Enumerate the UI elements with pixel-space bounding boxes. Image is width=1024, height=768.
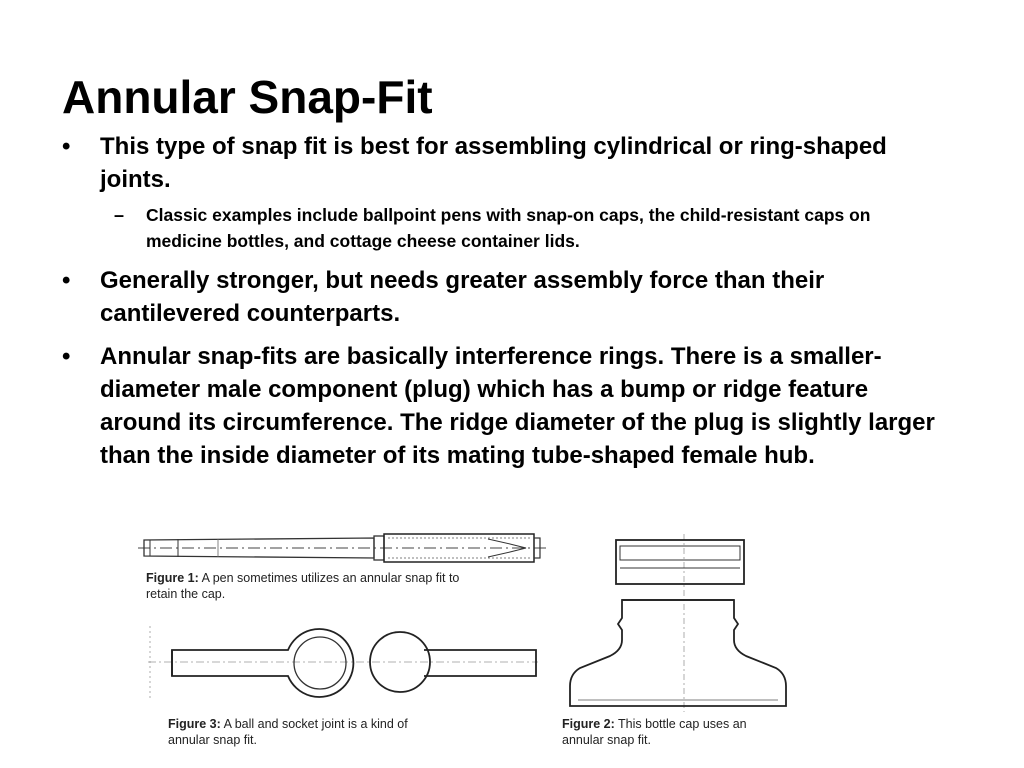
bullet-2-text: Generally stronger, but needs greater assembly force than their cantilevered counterparts. — [100, 267, 825, 327]
bullet-marker: • — [62, 267, 71, 294]
sub-bullet-1-text: Classic examples include ballpoint pens with snap-on caps, the child-resistant caps on medicine bottles, and cottage cheese container lids. — [146, 205, 871, 251]
figure-2-bottle-cap — [560, 530, 796, 752]
figure-3-caption-line1: A ball and socket joint is a kind of — [223, 717, 408, 731]
figure-1-caption-line1: A pen sometimes utilizes an annular snap fit to — [201, 571, 460, 585]
figure-2-caption — [562, 716, 747, 748]
figure-3-label: Figure 3: — [168, 717, 221, 731]
bullet-3-text: Annular snap-fits are basically interference rings. There is a smaller-diameter male component (plug) which has a bump or ridge feature around its circumference. The ridge diameter of the plug is slightly larger than the inside diameter of its mating tube-shaped female hub. — [100, 343, 935, 469]
bullet-marker: • — [62, 133, 71, 160]
figure-2-caption-line1: This bottle cap uses an — [618, 717, 747, 731]
sub-bullet-marker: – — [114, 205, 125, 225]
figure-1-caption-line2: retain the cap. — [146, 587, 226, 601]
figure-3-ball-socket — [138, 620, 550, 750]
figure-3-caption — [168, 716, 408, 748]
slide-title: Annular Snap-Fit — [62, 71, 433, 123]
bullet-1-text: This type of snap fit is best for assembling cylindrical or ring-shaped joints. — [100, 133, 887, 193]
figure-2-label: Figure 2: — [562, 717, 615, 731]
figure-2-caption-line2: annular snap fit. — [562, 733, 651, 747]
bullet-marker: • — [62, 343, 71, 370]
figure-1-pen — [138, 530, 550, 602]
figure-3-caption-line2: annular snap fit. — [168, 733, 257, 747]
figure-1-label: Figure 1: — [146, 571, 199, 585]
figure-1-caption — [146, 570, 459, 602]
